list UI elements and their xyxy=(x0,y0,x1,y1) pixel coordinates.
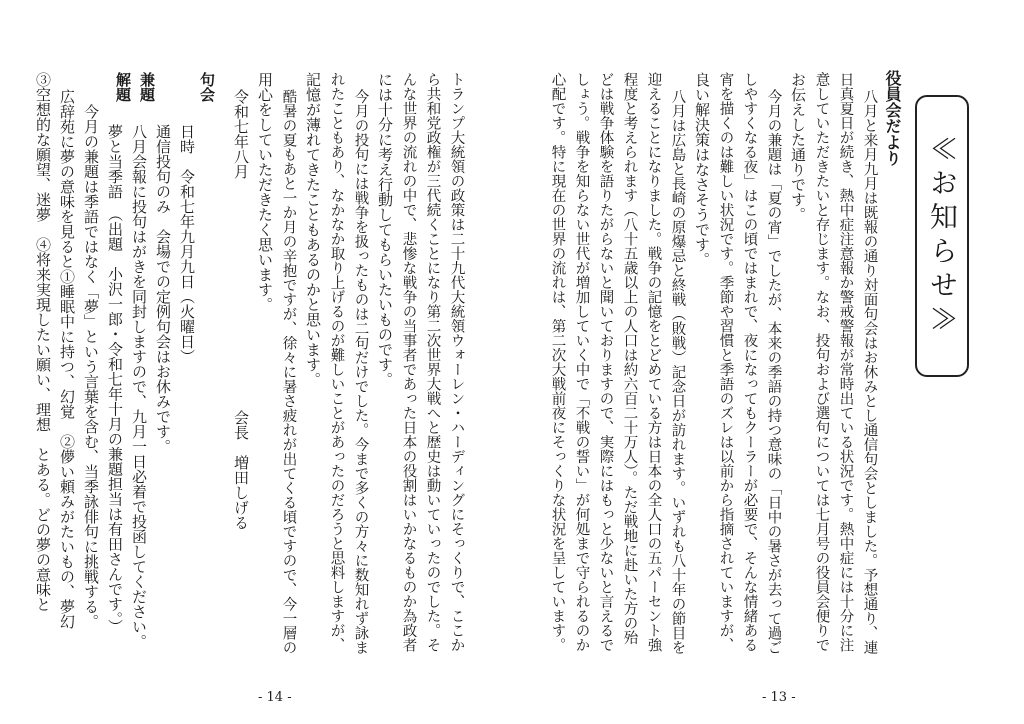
left-body-line: れたこともあり、なかなか取り上げるのが難しいことがあったのだろうと思料しますが、 xyxy=(328,72,345,652)
right-body-line: 八月と来月九月は既報の通り対面句会はお休みとし通信句会としました。予想通り、連 xyxy=(861,89,878,655)
right-body-line: 今月の兼題は「夏の宵」でしたが、本来の季語の持つ意味の「日中の暑さが去って過ご xyxy=(765,89,782,655)
right-body-line: 日真夏日が続き、熱中症注意報か警戒警報が常時出ている状況です。熱中症には十分に注 xyxy=(837,72,854,652)
right-body-line: 宵を描くのは難しい状況です。季節や習慣と季語のズレは以前から指摘されていますが、 xyxy=(717,72,734,652)
kukai-line: 夢と当季語 （出題 小沢一郎・令和七年十月の兼題担当は有田さんです。） xyxy=(106,124,124,634)
right-body-line: しやすくなる夜」はこの頃ではまれで、夜になってもクーラーが必要で、そんな情緒ある xyxy=(741,72,758,652)
right-body-line: 心配です。特に現在の世界の流れは、第二次大戦前夜にそっくりな状況を呈しています。 xyxy=(549,72,566,652)
section-title: 役員会だより xyxy=(883,70,902,166)
right-body-line: どは戦争体験を語りたがらないと聞いておりますので、実際にはもっと少ないと言えるで xyxy=(597,72,614,652)
left-body-line: 酷暑の夏もあと一か月の辛抱ですが、徐々に暑さ疲れが出てくる頃ですので、今一層の xyxy=(280,89,297,655)
left-body-line: 記憶が薄れてきたこともあるのかと思います。 xyxy=(304,72,322,387)
kukai-line: 通信投句のみ 会場での定例句会はお休みです。 xyxy=(154,124,172,454)
page-number-right: - 13 - xyxy=(762,690,796,705)
kendai-line: 広辞苑に夢の意味を見ると①睡眠中に持つ、幻覚 ②儚い頼みがたいもの、夢幻 xyxy=(58,89,76,629)
kukai-label: 句会 xyxy=(198,72,216,102)
signature: 会長 増田しげる xyxy=(232,410,250,530)
left-body-line: ら共和党政権が三代続くことになり第二次世界大戦へと歴史は動いていったのでした。そ xyxy=(424,72,441,652)
kendai-line: ③空想的な願望、迷夢 ④将来実現したい願い、理想 とある。どの夢の意味と xyxy=(34,72,52,612)
notice-title: ≪お知らせ≫ xyxy=(926,134,959,338)
left-body-line: 今月の投句には戦争を扱ったものは二句だけでした。今まで多くの方々に数知れず詠ま xyxy=(352,89,369,655)
page-number-left: - 14 - xyxy=(258,690,292,705)
right-body-line: 良い解決策はなさそうです。 xyxy=(693,72,711,267)
right-body-line: 程度と考えられます（八十五歳以上の人口は約六百二十万人）。ただ戦地に赴いた方の殆 xyxy=(621,72,638,645)
right-body-line: 八月は広島と長崎の原爆忌と終戦（敗戦）記念日が訪れます。いずれも八十年の節目を xyxy=(669,89,686,655)
kukai-line: 八月会報に投句はがきを同封しますので、九月一日必着で投函してください。 xyxy=(130,124,148,649)
left-body-line: 用心をしていただきたく思います。 xyxy=(256,72,274,312)
left-body-line: トランプ大統領の政策は二十九代大統領ウォーレン・ハーディングにそっくりで、ここか xyxy=(448,72,465,652)
kendai-label: 兼題 xyxy=(138,72,156,102)
right-body-line: 迎えることになりました。戦争の記憶をとどめている方は日本の全人口の五パーセント強 xyxy=(645,72,662,652)
kendai-line: 今月の兼題は季語ではなく「夢」という言葉を含む、当季詠俳句に挑戦する。 xyxy=(82,104,100,629)
left-body-line: んな世界の流れの中で、悲惨な戦争の当事者であった日本の役割はいかなるものか為政者 xyxy=(400,72,417,652)
kukai-line: 日時 令和七年九月九日（火曜日） xyxy=(178,124,196,364)
right-body-line: お伝えした通りです。 xyxy=(789,72,807,222)
kaidai-label: 解題 xyxy=(114,72,132,102)
left-body-line: には十分に考え行動してもらいたいものです。 xyxy=(376,72,394,387)
right-body-line: 意していただきたいと存じます。なお、投句および選句については七月号の役員会便りで xyxy=(813,72,830,652)
right-body-line: しょう。戦争を知らない世代が増加していく中で「不戦の誓い」が何処まで守られるのか xyxy=(573,72,590,652)
date-line: 令和七年八月 xyxy=(232,89,250,179)
